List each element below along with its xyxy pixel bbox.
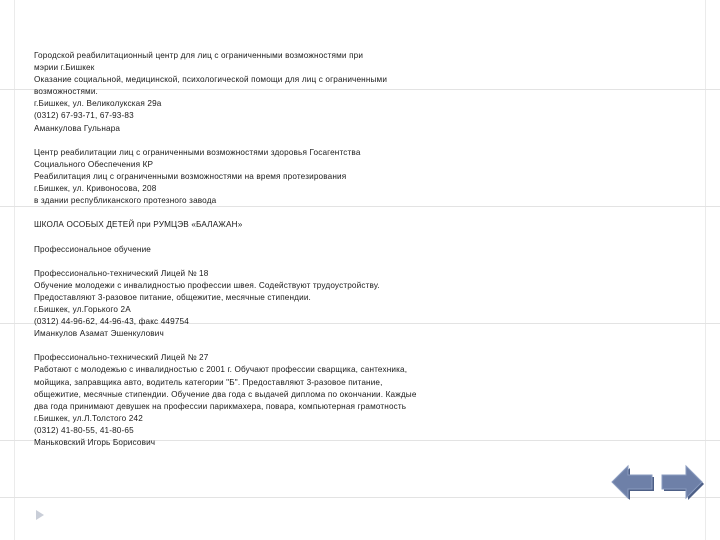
grid-line <box>14 0 15 540</box>
arrow-right-icon <box>658 462 706 502</box>
text-line: Профессиональное обучение <box>34 244 151 254</box>
text-line: г.Бишкек, ул.Горького 2А <box>34 304 131 314</box>
text-line: два года принимают девушек на профессии парикмахера, повара, компьютерная грамотность <box>34 401 407 411</box>
text-line: мэрии г.Бишкек <box>34 63 95 73</box>
text-line: Аманкулова Гульнара <box>34 123 121 133</box>
document-body <box>34 50 474 461</box>
grid-line <box>705 0 706 540</box>
text-line: Центр реабилитации лиц с ограниченными возможностями здоровья Госагентства <box>34 147 361 157</box>
text-line: возможностями. <box>34 87 98 97</box>
arrow-left-icon <box>610 462 656 502</box>
paragraph-lyceum-27 <box>34 352 474 449</box>
text-line: Оказание социальной, медицинской, психологической помощи для лиц с ограниченными <box>34 75 388 85</box>
text-line: Реабилитация лиц с ограниченными возможностями на время протезирования <box>34 171 347 181</box>
paragraph-center-bishkek <box>34 50 474 135</box>
text-line: Обучение молодежи с инвалидностью профессии швея. Содействуют трудоустройству. <box>34 280 380 290</box>
paragraph-rehab-center-agency <box>34 147 474 207</box>
text-line: Городской реабилитационный центр для лиц с ограниченными возможностями при <box>34 51 364 60</box>
text-line: Маньковский Игорь Борисович <box>34 438 156 447</box>
text-line: Работают с молодежью с инвалидностью с 2001 г. Обучают профессии сварщика, сантехника, <box>34 365 408 375</box>
paragraph-school-balazhan <box>34 219 474 231</box>
text-line: общежитие, месячные стипендии. Обучение два года с выдачей диплома по окончании. Каждые <box>34 389 417 399</box>
text-line: мойщика, заправщика авто, водитель категории "Б". Предоставляют 3-разовое питание, <box>34 377 383 387</box>
text-line: ШКОЛА ОСОБЫХ ДЕТЕЙ при РУМЦЭВ «БАЛАЖАН» <box>34 220 243 230</box>
slide-navigation <box>610 462 710 502</box>
text-line: Профессионально-технический Лицей № 18 <box>34 268 209 278</box>
text-line: г.Бишкек, ул. Кривоносова, 208 <box>34 184 157 194</box>
text-line: Профессионально-технический Лицей № 27 <box>34 353 209 363</box>
text-line: в здании республиканского протезного завода <box>34 196 217 206</box>
text-line: Предоставляют 3-разовое питание, общежитие, месячные стипендии. <box>34 292 311 302</box>
paragraph-professional-training <box>34 244 474 256</box>
text-line: (0312) 67-93-71, 67-93-83 <box>34 111 134 121</box>
text-line: Социального Обеспечения КР <box>34 159 154 169</box>
triangle-bullet-icon <box>35 508 45 526</box>
text-line: г.Бишкек, ул. Великолукская 29а <box>34 99 162 109</box>
text-line: (0312) 44-96-62, 44-96-43, факс 449754 <box>34 317 189 327</box>
text-line: (0312) 41-80-55, 41-80-65 <box>34 425 134 435</box>
forward-button[interactable] <box>658 462 706 507</box>
back-button[interactable] <box>610 462 656 507</box>
text-line: г.Бишкек, ул.Л.Толстого 242 <box>34 413 143 423</box>
paragraph-lyceum-18 <box>34 268 474 341</box>
text-line: Иманкулов Азамат Эшенкулович <box>34 329 164 339</box>
